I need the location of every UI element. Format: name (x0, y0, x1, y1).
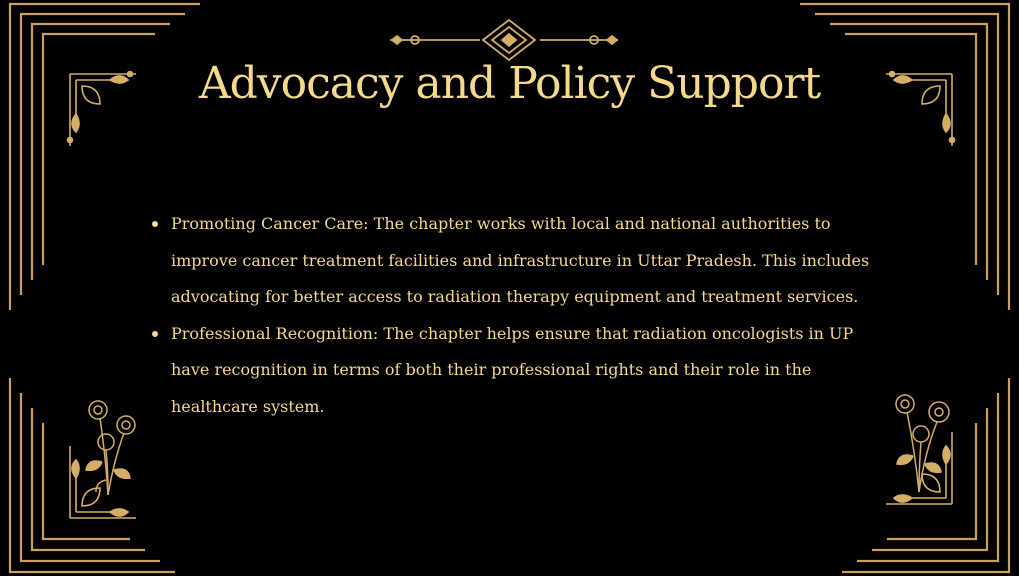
bullet-text: Promoting Cancer Care: The chapter works with local and national authorities to improve cancer treatment facilities and infrastructure in Uttar Pradesh. This includes advocating for better access to radiation therapy equipment and treatment services. (171, 214, 870, 306)
bullet-item-professional-recognition (150, 316, 890, 426)
bullet-list (150, 206, 890, 425)
slide-title: Advocacy and Policy Support (198, 58, 821, 109)
bullet-dot-icon (152, 221, 158, 227)
bullet-text: Professional Recognition: The chapter helps ensure that radiation oncologists in UP have recognition in terms of both their professional rights and their role in the healthcare system. (171, 323, 854, 416)
diamond-ornament-icon (390, 20, 618, 60)
bullet-item-promoting-cancer-care (150, 206, 890, 316)
bullet-dot-icon (152, 331, 158, 337)
